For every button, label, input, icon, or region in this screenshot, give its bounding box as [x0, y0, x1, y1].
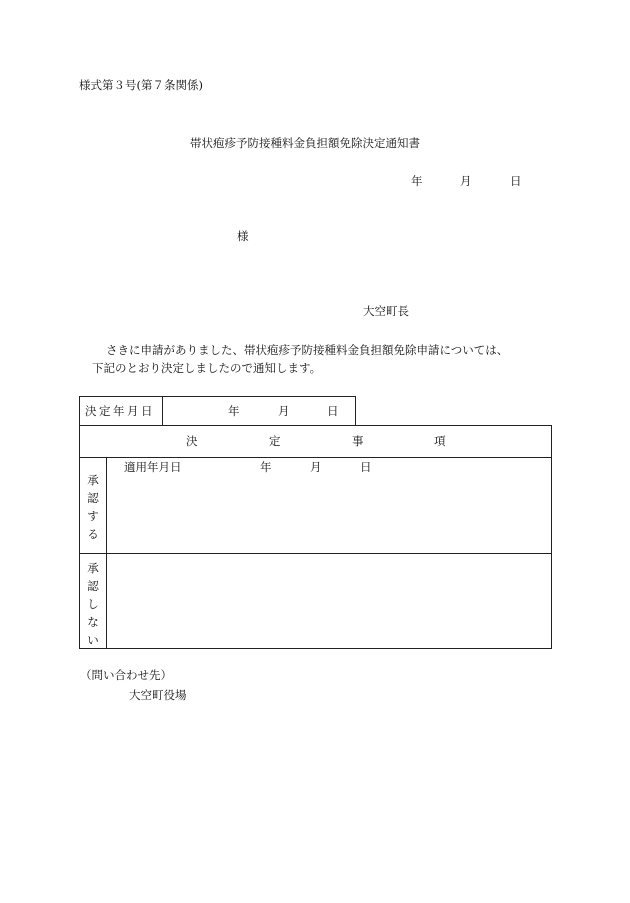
contact-label: （問い合わせ先）	[80, 668, 172, 682]
date-year: 年	[411, 174, 423, 188]
approve-label-cell	[79, 457, 107, 554]
sender: 大空町長	[363, 304, 409, 318]
date-day: 日	[510, 174, 522, 188]
date-month: 月	[460, 174, 472, 188]
approve-content-cell	[106, 457, 552, 554]
decision-date-month: 月	[278, 404, 290, 418]
decision-date-day: 日	[327, 404, 339, 418]
applicable-date-year: 年	[260, 460, 272, 474]
decision-date-value-cell	[162, 396, 356, 426]
matters-header-char-4: 項	[434, 434, 446, 448]
matters-header-char-2: 定	[269, 434, 281, 448]
applicable-date-label: 適用年月日	[124, 460, 182, 474]
document-title: 帯状疱疹予防接種料金負担額免除決定通知書	[190, 136, 420, 150]
approve-label: 承 認 す る	[87, 473, 99, 541]
applicable-date-month: 月	[310, 460, 322, 474]
matters-header-char-3: 事	[352, 434, 364, 448]
body-line-1: さきに申請がありました、帯状疱疹予防接種料金負担額免除申請については、	[106, 343, 509, 357]
applicable-date-day: 日	[360, 460, 372, 474]
body-line-2: 下記のとおり決定しましたので通知します。	[92, 361, 322, 375]
decision-date-label: 決定年月日	[85, 404, 155, 418]
reject-label-cell	[79, 553, 107, 649]
decision-date-label-cell	[79, 396, 163, 426]
contact-office: 大空町役場	[129, 688, 187, 702]
reject-content-cell	[106, 553, 552, 649]
reject-label: 承 認 し な い	[87, 561, 99, 647]
form-number: 様式第３号(第７条関係)	[79, 78, 203, 92]
decision-date-year: 年	[228, 404, 240, 418]
matters-header-row	[79, 425, 552, 458]
matters-header-char-1: 決	[186, 434, 198, 448]
addressee-suffix: 様	[237, 229, 249, 243]
